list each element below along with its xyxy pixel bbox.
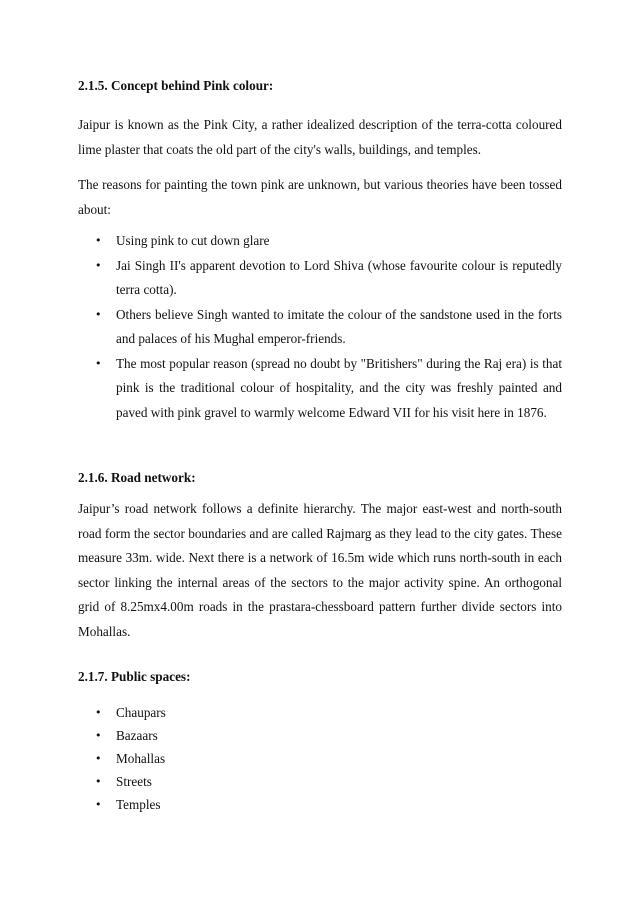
list-item bbox=[78, 303, 562, 352]
paragraph-reasons: The reasons for painting the town pink are unknown, but various theories have been tossed about: bbox=[78, 177, 562, 217]
list-item-text: Temples bbox=[116, 797, 161, 812]
bullet-icon: • bbox=[95, 752, 102, 765]
list-item bbox=[78, 701, 562, 724]
section-heading-road-network: 2.1.6. Road network: bbox=[78, 470, 196, 485]
bullet-icon: • bbox=[95, 729, 102, 742]
bullet-icon: • bbox=[95, 258, 102, 272]
list-item bbox=[78, 793, 562, 816]
list-item bbox=[78, 352, 562, 426]
public-spaces-list bbox=[78, 701, 562, 816]
list-item-text: Using pink to cut down glare bbox=[116, 233, 270, 248]
list-item bbox=[78, 724, 562, 747]
paragraph-pink-city: Jaipur is known as the Pink City, a rather idealized description of the terra-cotta coloured lime plaster that coats the old part of the city's walls, buildings, and temples. bbox=[78, 117, 562, 157]
section-heading-public-spaces: 2.1.7. Public spaces: bbox=[78, 669, 191, 684]
pink-theories-list bbox=[78, 229, 562, 425]
bullet-icon: • bbox=[95, 775, 102, 788]
list-item bbox=[78, 254, 562, 303]
list-item-text: Jai Singh II's apparent devotion to Lord Shiva (whose favourite colour is reputedly terra cotta). bbox=[116, 257, 562, 297]
bullet-icon: • bbox=[95, 356, 102, 370]
list-item-text: Bazaars bbox=[116, 728, 158, 743]
list-item bbox=[78, 747, 562, 770]
bullet-icon: • bbox=[95, 798, 102, 811]
paragraph-road-network: Jaipur’s road network follows a definite hierarchy. The major east-west and north-south road form the sector boundaries and are called Rajmarg as they lead to the city gates. These measure 33m. wide. Next there is a network of 16.5m wide which runs north-south in each sector linking the internal areas of the sectors to the major activity spine. An orthogonal grid of 8.25mx4.00m roads in the prastara-chessboard pattern further divide sectors into Mohallas. bbox=[78, 501, 562, 639]
list-item-text: The most popular reason (spread no doubt by "Britishers" during the Raj era) is that pink is the traditional colour of hospitality, and the city was freshly painted and paved with pink gravel to warmly welcome Edward VII for his visit here in 1876. bbox=[116, 355, 562, 420]
bullet-icon: • bbox=[95, 706, 102, 719]
list-item bbox=[78, 229, 562, 254]
list-item-text: Others believe Singh wanted to imitate the colour of the sandstone used in the forts and palaces of his Mughal emperor-friends. bbox=[116, 306, 562, 346]
list-item-text: Chaupars bbox=[116, 705, 166, 720]
list-item bbox=[78, 770, 562, 793]
list-item-text: Mohallas bbox=[116, 751, 166, 766]
bullet-icon: • bbox=[95, 234, 102, 247]
bullet-icon: • bbox=[95, 307, 102, 321]
section-heading-pink-colour: 2.1.5. Concept behind Pink colour: bbox=[78, 78, 274, 93]
list-item-text: Streets bbox=[116, 774, 152, 789]
